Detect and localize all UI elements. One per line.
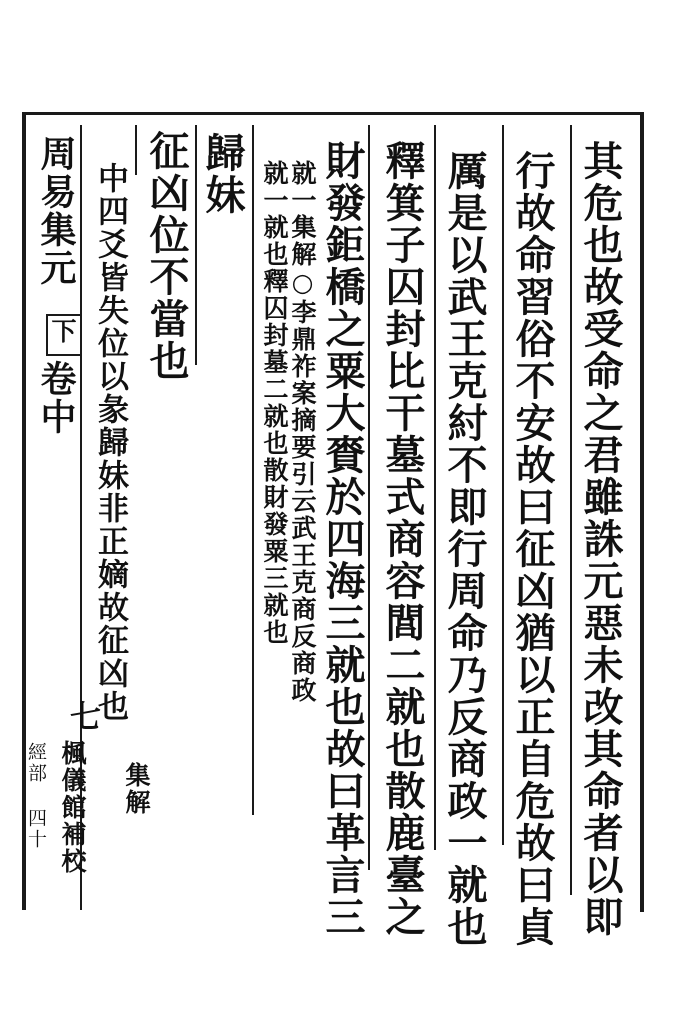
catalog-note: 經部 四十	[25, 742, 47, 850]
volume-mark: 下	[48, 318, 77, 345]
spine-title: 周易集元	[35, 135, 77, 287]
text-column-3: 厲是以武王克紂不即行周命乃反商政一就也	[441, 150, 488, 948]
text-column-4: 釋箕子囚封比干墓式商容閭二就也散鹿臺之	[379, 140, 426, 938]
text-column-7: 中四爻皆失位以彖歸妹非正嫡故征凶也	[92, 162, 128, 723]
column-divider	[195, 125, 197, 365]
column-divider	[502, 125, 504, 845]
text-column-2: 行故命習俗不安故曰征凶猶以正自危故曰貞	[509, 150, 556, 948]
column-divider	[252, 125, 254, 815]
frame-top-line	[22, 112, 644, 115]
jijie-marker: 集解	[122, 762, 151, 816]
annotation-column-2: 就一就也釋囚封墓二就也散財發粟三就也	[260, 160, 289, 646]
hexagram-title: 歸妹	[199, 132, 246, 216]
column-divider	[135, 125, 137, 175]
spine-volume: 卷中	[35, 360, 77, 436]
text-column-5: 財發鉅橋之粟大賚於四海三就也故曰革言三	[319, 140, 366, 938]
frame-right-line	[640, 112, 644, 912]
collator-note: 楓儀館補校	[58, 740, 87, 875]
column-divider	[368, 125, 370, 870]
column-divider	[434, 125, 436, 850]
column-divider	[570, 125, 572, 895]
annotation-column-1: 就一集解○李鼎祚案摘要引云武王克商反商政	[288, 160, 317, 704]
page-number: 七	[64, 700, 100, 733]
text-column-1: 其危也故受命之君雖誅元惡未改其命者以即	[577, 140, 624, 938]
text-column-6: 征凶位不當也	[143, 130, 190, 382]
